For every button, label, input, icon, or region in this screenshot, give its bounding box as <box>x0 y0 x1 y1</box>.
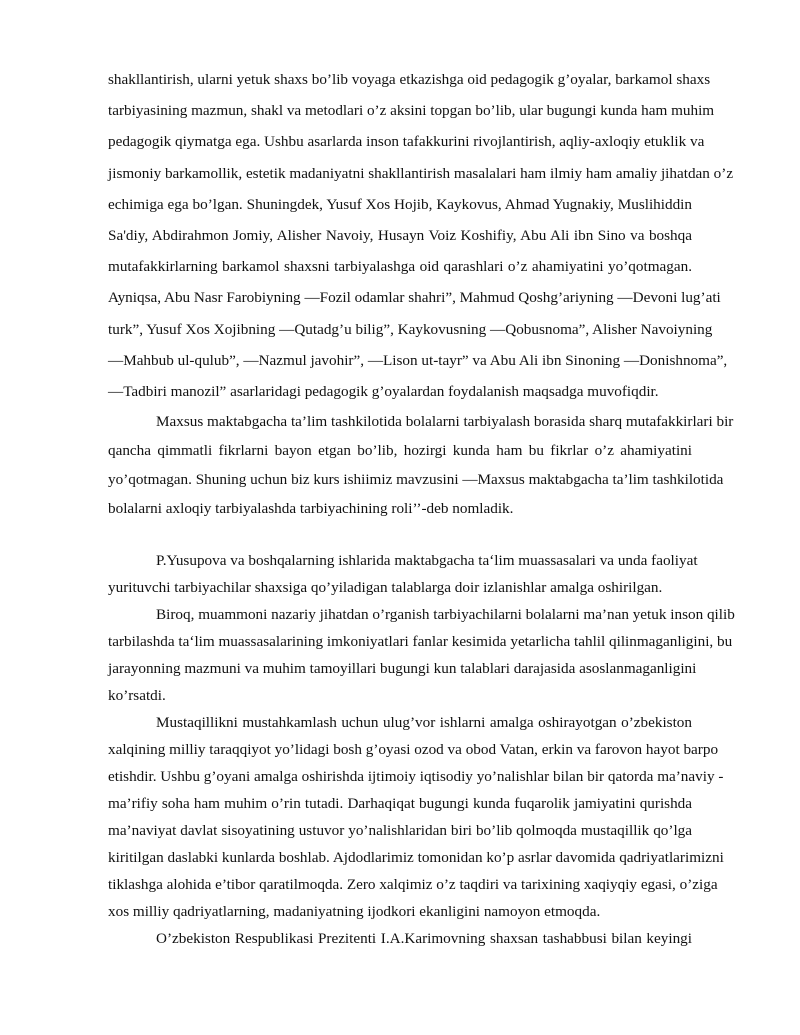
text-line: Maxsus maktabgacha ta’lim tashkilotida bolalarni tarbiyalash borasida sharq mutafakkirlari bir <box>156 413 734 431</box>
text-line: Sa'diy, Abdirahmon Jomiy, Alisher Navoiy, Husayn Voiz Koshifiy, Abu Ali ibn Sino va boshqa <box>108 227 692 245</box>
text-line: Biroq, muammoni nazariy jihatdan o’rganish tarbiyachilarni bolalarni ma’nan yetuk inson qilib <box>156 606 735 624</box>
text-line: mutafakkirlarning barkamol shaxsni tarbiyalashga oid qarashlari o’z ahamiyatini yo’qotmagan. <box>108 258 692 276</box>
text-line: jarayonning mazmuni va muhim tamoyillari bugungi kun talablari darajasida asoslanmaganligini <box>108 660 697 678</box>
text-line: ―Tadbiri manozil” asarlaridagi pedagogik g’oyalardan foydalanish maqsadga muvofiqdir. <box>108 383 659 401</box>
text-line: xalqining milliy taraqqiyot yo’lidagi bosh g’oyasi ozod va obod Vatan, erkin va farovon hayot barpo <box>108 741 719 759</box>
text-line: pedagogik qiymatga ega. Ushbu asarlarda inson tafakkurini rivojlantirish, aqliy-axloqiy etuklik va <box>108 133 705 151</box>
text-line: bolalarni axloqiy tarbiyalashda tarbiyachining roli’’-deb nomladik. <box>108 500 514 518</box>
text-line: ko’rsatdi. <box>108 687 166 705</box>
text-line: yo’qotmagan. Shuning uchun biz kurs ishiimiz mavzusini ―Maxsus maktabgacha ta’lim tashkilotida <box>108 471 724 489</box>
text-line: ma’naviyat davlat sisoyatining ustuvor yo’nalishlaridan biri bo’lib qolmoqda mustaqillik qo’lga <box>108 822 692 840</box>
text-line: O’zbekiston Respublikasi Prezitenti I.A.Karimovning shaxsan tashabbusi bilan keyingi <box>156 930 692 948</box>
text-line: kiritilgan daslabki kunlarda boshlab. Ajdodlarimiz tomonidan ko’p asrlar davomida qadriyatlarimizni <box>108 849 724 867</box>
text-line: Mustaqillikni mustahkamlash uchun ulug’vor ishlarni amalga oshirayotgan o’zbekiston <box>156 714 692 732</box>
paragraph-6 <box>108 925 692 952</box>
paragraph-1 <box>108 64 734 407</box>
text-line: tarbilashda ta‘lim muassasalarining imkoniyatlari fanlar kesimida yetarlicha tahlil qilinmaganligini, bu <box>108 633 733 651</box>
paragraph-spacer <box>108 523 692 547</box>
text-line: ―Mahbub ul-qulub”, ―Nazmul javohir”, ―Lison ut-tayr” va Abu Ali ibn Sinoning ―Donishnoma”, <box>108 351 728 369</box>
paragraph-5 <box>108 709 724 925</box>
document-page <box>108 64 735 952</box>
text-line: tiklashga alohida e’tibor qaratilmoqda. Zero xalqimiz o’z taqdiri va tarixining xaqiyqiy egasi, o’ziga <box>108 876 718 894</box>
text-line: yurituvchi tarbiyachilar shaxsiga qo’yiladigan talablarga doir izlanishlar amalga oshirilgan. <box>108 579 663 597</box>
text-line: echimiga ega bo’lgan. Shuningdek, Yusuf Xos Hojib, Kaykovus, Ahmad Yugnakiy, Muslihiddin <box>108 195 692 213</box>
text-line: jismoniy barkamollik, estetik madaniyatni shakllantirish masalalari ham ilmiy ham amaliy jihatdan o’z <box>108 164 734 182</box>
text-line: etishdir. Ushbu g’oyani amalga oshirishda ijtimoiy iqtisodiy yo’nalishlar bilan bir qatorda ma’naviy - <box>108 768 724 786</box>
text-line: shakllantirish, ularni yetuk shaxs bo’lib voyaga etkazishga oid pedagogik g’oyalar, barkamol shaxs <box>108 71 711 88</box>
text-line: turk”, Yusuf Xos Xojibning ―Qutadg’u bilig”, Kaykovusning ―Qobusnoma”, Alisher Navoiyning <box>108 320 713 338</box>
text-line: P.Yusupova va boshqalarning ishlarida maktabgacha ta‘lim muassasalari va unda faoliyat <box>156 552 698 570</box>
text-line: Ayniqsa, Abu Nasr Farobiyning ―Fozil odamlar shahri”, Mahmud Qoshg’ariyning ―Devoni lug’ati <box>108 289 721 307</box>
paragraph-2 <box>108 407 734 523</box>
paragraph-3 <box>108 547 698 601</box>
text-line: qancha qimmatli fikrlarni bayon etgan bo’lib, hozirgi kunda ham bu fikrlar o’z ahamiyatini <box>108 442 692 460</box>
text-line: xos milliy qadriyatlarning, madaniyatning ijodkori ekanligini namoyon etmoqda. <box>108 903 601 921</box>
paragraph-4 <box>108 601 735 709</box>
text-line: ma’rifiy soha ham muhim o’rin tutadi. Darhaqiqat bugungi kunda fuqarolik jamiyatini qurishda <box>108 795 692 813</box>
text-line: tarbiyasining mazmun, shakl va metodlari o’z aksini topgan bo’lib, ular bugungi kunda ham muhim <box>108 102 715 120</box>
